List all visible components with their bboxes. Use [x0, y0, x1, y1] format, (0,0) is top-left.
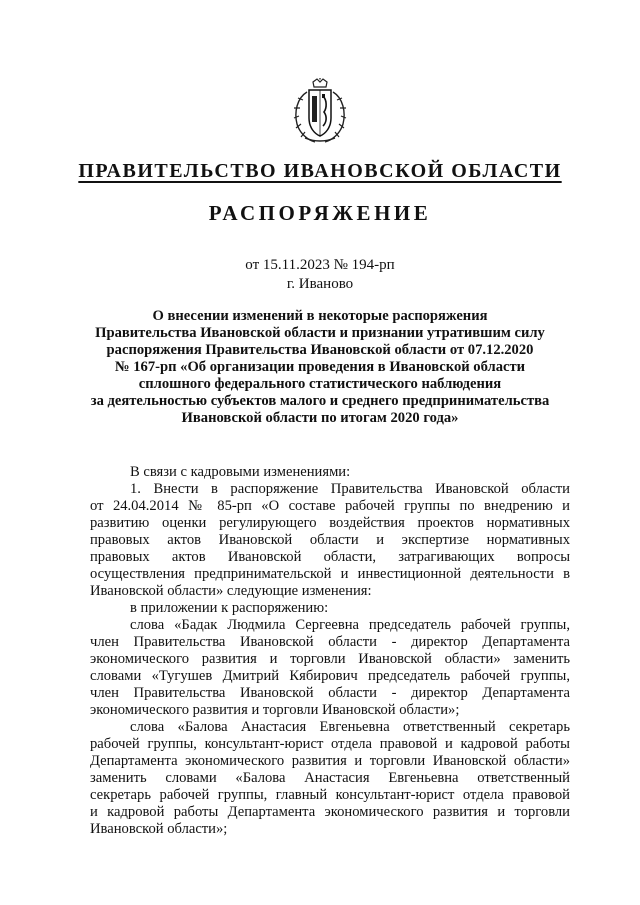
body-line: развитию оценки регулирующего воздействия проектов нормативных	[90, 515, 570, 531]
body-line: слова «Балова Анастасия Евгеньевна ответственный секретарь	[130, 719, 570, 735]
body-line: член Правительства Ивановской области - директор Департамента	[90, 685, 570, 701]
body-line: Ивановской области» следующие изменения:	[90, 583, 372, 599]
body-line: рабочей группы, консультант-юрист отдела правовой и кадровой работы	[90, 736, 570, 752]
body-line: экономического развития и торговли Ивановской области»;	[90, 702, 460, 718]
body-line: правовых актов Ивановской области и экспертизе нормативных	[90, 532, 570, 548]
body-line: Ивановской области»;	[90, 821, 228, 837]
body-line: правовых актов Ивановской области, затрагивающих вопросы	[90, 549, 570, 565]
document-subject	[90, 308, 550, 427]
body-line: В связи с кадровыми изменениями:	[130, 464, 351, 480]
document-date-number: от 15.11.2023 № 194-рп	[245, 257, 395, 273]
body-line: Департамента экономического развития и торговли Ивановской области»	[90, 753, 570, 769]
body-line: от 24.04.2014 № 85-рп «О составе рабочей группы по внедрению и	[90, 498, 570, 514]
body-line: 1. Внести в распоряжение Правительства Ивановской области	[130, 481, 570, 497]
body-line: словами «Тугушев Дмитрий Кябирович председатель рабочей группы,	[90, 668, 570, 684]
subject-line: Правительства Ивановской области и признании утратившим силу	[95, 325, 545, 341]
body-line: секретарь рабочей группы, главный консультант-юрист отдела правовой	[90, 787, 570, 803]
body-line: экономического развития и торговли Ивановской области» заменить	[90, 651, 570, 667]
body-line: член Правительства Ивановской области - директор Департамента	[90, 634, 570, 650]
body-line: осуществления предпринимательской и инвестиционной деятельности в	[90, 566, 570, 582]
body-line: заменить словами «Балова Анастасия Евгеньевна ответственный	[90, 770, 570, 786]
document-body	[90, 464, 570, 838]
document-type-title: РАСПОРЯЖЕНИЕ	[208, 201, 432, 225]
subject-line: № 167-рп «Об организации проведения в Ивановской области	[114, 359, 526, 375]
subject-line: распоряжения Правительства Ивановской области от 07.12.2020	[106, 342, 534, 358]
subject-line: Ивановской области по итогам 2020 года»	[181, 410, 459, 426]
body-line: в приложении к распоряжению:	[130, 600, 329, 616]
ivanovo-coat-of-arms-icon	[291, 78, 349, 144]
body-line: слова «Бадак Людмила Сергеевна председатель рабочей группы,	[130, 617, 570, 633]
body-line: и кадровой работы Департамента экономического развития и торговли	[90, 804, 570, 820]
subject-line: за деятельностью субъектов малого и среднего предпринимательства	[90, 393, 550, 409]
document-city: г. Иваново	[286, 276, 354, 292]
subject-line: сплошного федерального статистического наблюдения	[138, 376, 502, 392]
subject-line: О внесении изменений в некоторые распоряжения	[152, 308, 488, 324]
government-title: ПРАВИТЕЛЬСТВО ИВАНОВСКОЙ ОБЛАСТИ	[78, 160, 562, 182]
